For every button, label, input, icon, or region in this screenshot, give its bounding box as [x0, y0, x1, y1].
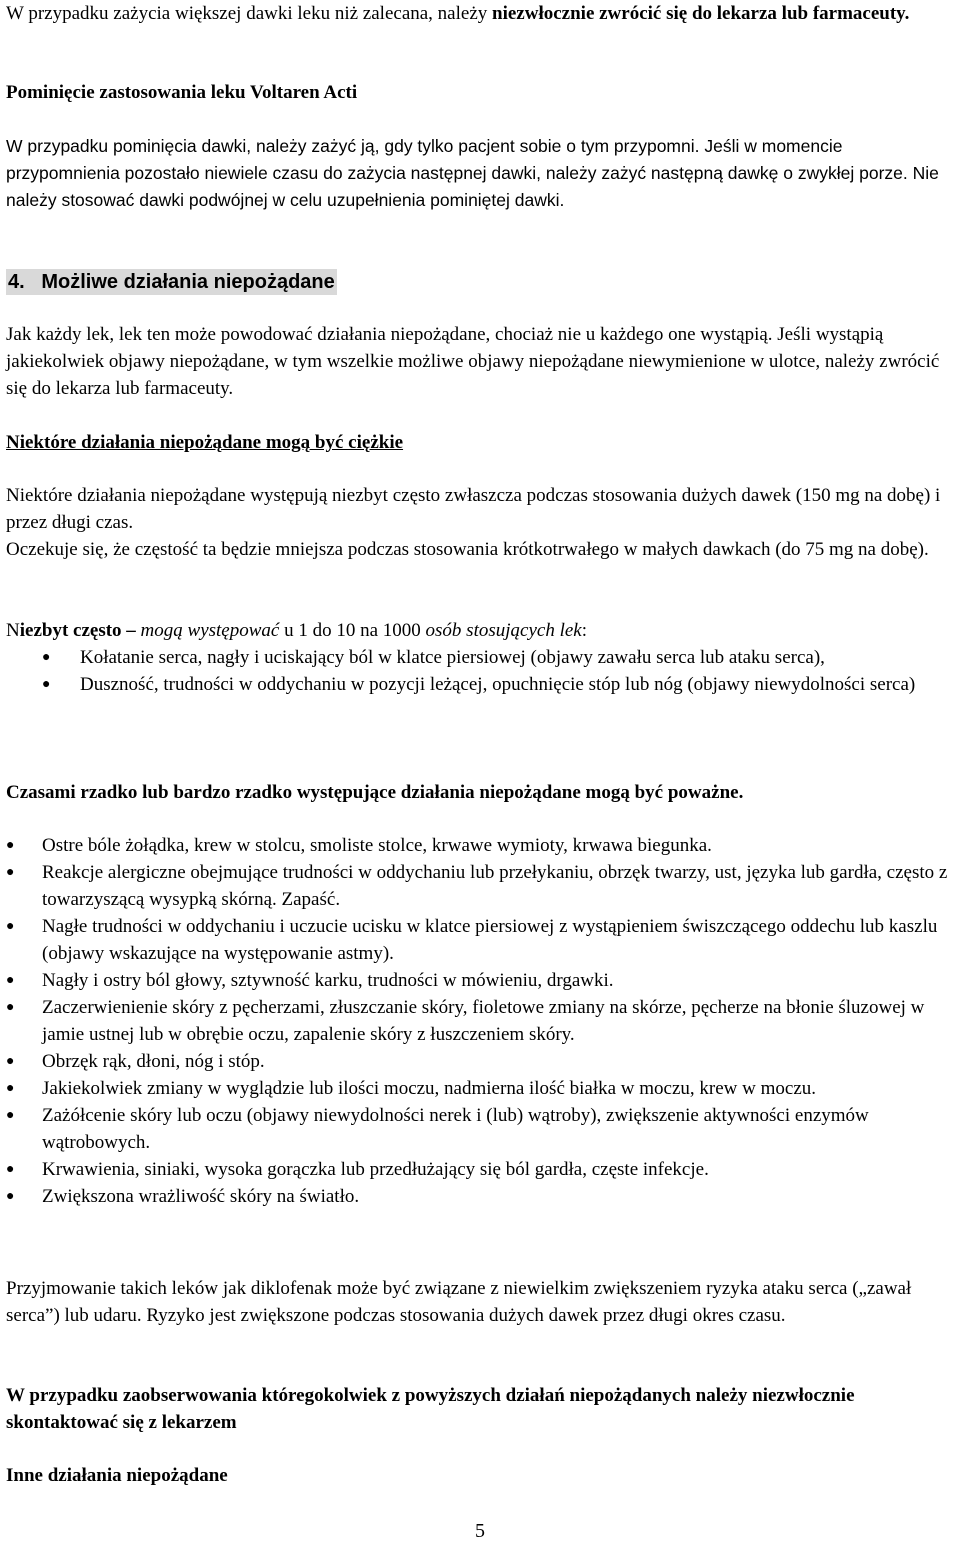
list-item	[6, 967, 958, 994]
list-item-text: Zwiększona wrażliwość skóry na światło.	[42, 1186, 360, 1207]
list-item	[42, 671, 960, 698]
uncommon-lead-italic: mogą występować	[140, 620, 280, 641]
list-item-text: Jakiekolwiek zmiany w wyglądzie lub ilości moczu, nadmierna ilość białka w moczu, krew w moczu.	[42, 1078, 817, 1099]
overdose-bold-text: niezwłocznie zwrócić się do lekarza lub farmaceuty.	[492, 3, 910, 24]
bullet-icon: ●	[42, 650, 51, 665]
missed-dose-text-2: Jeśli w momencie przypomnienia pozostało niewiele czasu do zażycia następnej dawki, należy zażyć następną dawkę o zwykłej porze. Nie należy stosować dawki podwójnej w celu uzupełnienia pominiętej dawki.	[6, 136, 939, 210]
list-item	[6, 1156, 958, 1183]
uncommon-lead-mid: u 1 do 10 na 1000	[279, 620, 426, 641]
list-item	[6, 1102, 958, 1156]
list-item-text: Obrzęk rąk, dłoni, nóg i stóp.	[42, 1051, 265, 1072]
list-item-text: Krwawienia, siniaki, wysoka gorączka lub przedłużający się ból gardła, częste infekcje.	[42, 1159, 709, 1180]
missed-dose-paragraph	[6, 133, 958, 214]
list-item	[6, 913, 958, 967]
bullet-icon: ●	[6, 1162, 15, 1177]
bullet-icon: ●	[42, 677, 51, 692]
section-4-title	[6, 269, 337, 295]
missed-dose-text-1: W przypadku pominięcia dawki, należy zażyć ją, gdy tylko pacjent sobie o tym przypomni.	[6, 136, 700, 156]
missed-dose-heading: Pominięcie zastosowania leku Voltaren Acti	[6, 82, 358, 103]
bullet-icon: ●	[6, 919, 15, 934]
list-item-text: Reakcje alergiczne obejmujące trudności w oddychaniu lub przełykaniu, obrzęk twarzy, ust, języka lub gardła, często z towarzyszącą wysypką skórną. Zapaść.	[42, 862, 948, 910]
uncommon-lead-bold: iezbyt często –	[19, 620, 141, 641]
list-item-text: Duszność, trudności w oddychaniu w pozycji leżącej, opuchnięcie stóp lub nóg (objawy niewydolności serca)	[80, 674, 916, 695]
overdose-paragraph	[6, 0, 958, 27]
section-4-title-text: Możliwe działania niepożądane	[41, 271, 335, 293]
section-4-number: 4.	[8, 271, 25, 293]
uncommon-effects-list	[42, 644, 960, 698]
bullet-icon: ●	[6, 1081, 15, 1096]
bullet-icon: ●	[6, 1000, 15, 1015]
list-item-text: Kołatanie serca, nagły i uciskający ból w klatce piersiowej (objawy zawału serca lub ataku serca),	[80, 647, 825, 668]
list-item-text: Nagłe trudności w oddychaniu i uczucie ucisku w klatce piersiowej z wystąpieniem świszczącego oddechu lub kaszlu (objawy wskazujące na występowanie astmy).	[42, 916, 938, 964]
section-4-heading	[6, 269, 958, 296]
bullet-icon: ●	[6, 1189, 15, 1204]
list-item	[6, 1183, 958, 1210]
uncommon-lead-end: :	[581, 620, 587, 641]
page-number: 5	[475, 1520, 485, 1542]
serious-effects-paragraph-2: Oczekuje się, że częstość ta będzie mniejsza podczas stosowania krótkotrwałego w małych dawkach (do 75 mg na dobę).	[6, 539, 929, 560]
rare-effects-list	[6, 832, 958, 1210]
list-item	[6, 994, 958, 1048]
diclofenac-risk-paragraph: Przyjmowanie takich leków jak diklofenak może być związane z niewielkim zwiększeniem ryzyka ataku serca („zawał serca”) lub udaru. Ryzyko jest zwiększone podczas stosowania dużych dawek przez długi okres czasu.	[6, 1278, 912, 1326]
list-item-text: Zażółcenie skóry lub oczu (objawy niewydolności nerek i (lub) wątroby), zwiększenie aktywności enzymów wątrobowych.	[42, 1105, 869, 1153]
bullet-icon: ●	[6, 1054, 15, 1069]
list-item	[6, 1075, 958, 1102]
list-item	[6, 832, 958, 859]
list-item	[6, 859, 958, 913]
list-item	[42, 644, 960, 671]
contact-doctor-warning: W przypadku zaobserwowania któregokolwiek z powyższych działań niepożądanych należy niezwłocznie skontaktować się z lekarzem	[6, 1385, 855, 1433]
overdose-text: W przypadku zażycia większej dawki leku niż zalecana, należy	[6, 3, 493, 24]
uncommon-lead-italic-2: osób stosujących lek	[425, 620, 582, 641]
rare-effects-heading: Czasami rzadko lub bardzo rzadko występujące działania niepożądane mogą być poważne.	[6, 782, 744, 803]
other-effects-heading: Inne działania niepożądane	[6, 1465, 228, 1486]
bullet-icon: ●	[6, 865, 15, 880]
bullet-icon: ●	[6, 1108, 15, 1123]
uncommon-lead	[6, 617, 958, 644]
bullet-icon: ●	[6, 973, 15, 988]
bullet-icon: ●	[6, 838, 15, 853]
list-item	[6, 1048, 958, 1075]
list-item-text: Ostre bóle żołądka, krew w stolcu, smoliste stolce, krwawe wymioty, krwawa biegunka.	[42, 835, 712, 856]
list-item-text: Nagły i ostry ból głowy, sztywność karku, trudności w mówieniu, drgawki.	[42, 970, 614, 991]
list-item-text: Zaczerwienienie skóry z pęcherzami, złuszczanie skóry, fioletowe zmiany na skórze, pęcherze na błonie śluzowej w jamie ustnej lub w obrębie oczu, zapalenie skóry z łuszczeniem skóry.	[42, 997, 925, 1045]
section-4-intro: Jak każdy lek, lek ten może powodować działania niepożądane, chociaż nie u każdego one wystąpią. Jeśli wystąpią jakiekolwiek objawy niepożądane, w tym wszelkie możliwe objawy niepożądane niewymienione w ulotce, należy zwrócić się do lekarza lub farmaceuty.	[6, 324, 940, 399]
serious-effects-heading: Niektóre działania niepożądane mogą być ciężkie	[6, 432, 404, 453]
uncommon-lead-n: N	[6, 620, 20, 641]
serious-effects-paragraph-1: Niektóre działania niepożądane występują niezbyt często zwłaszcza podczas stosowania dużych dawek (150 mg na dobę) i przez długi czas.	[6, 485, 941, 533]
